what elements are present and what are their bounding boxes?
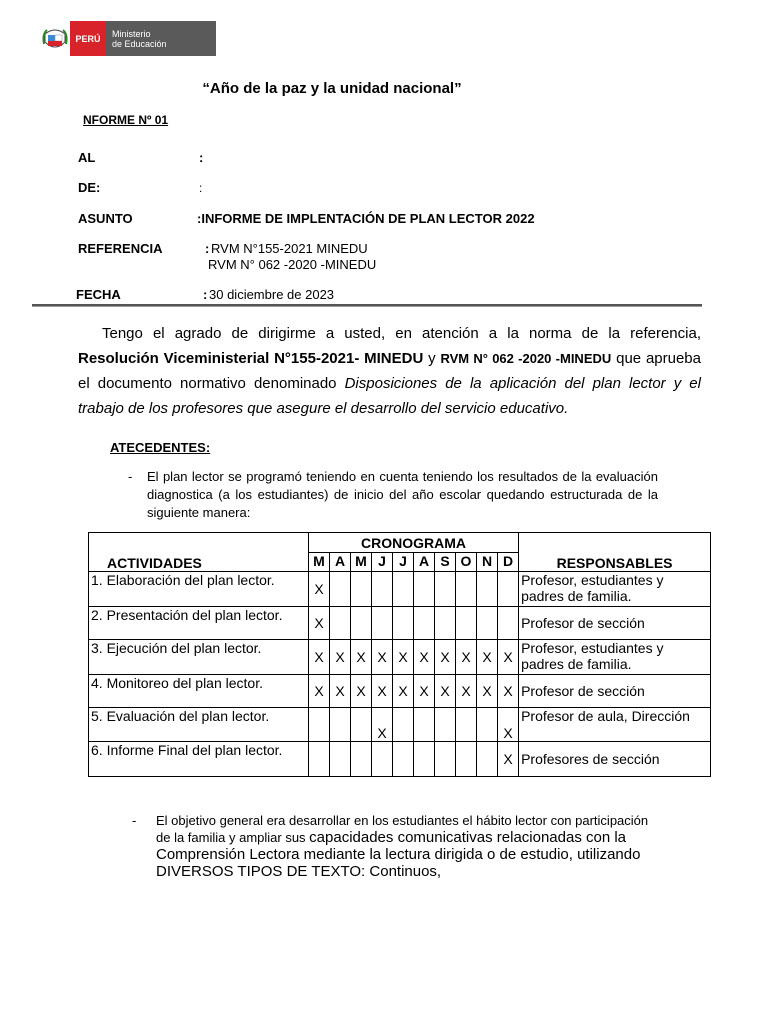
schedule-mark bbox=[330, 572, 351, 607]
schedule-mark bbox=[435, 572, 456, 607]
month-header: S bbox=[435, 553, 456, 572]
schedule-mark bbox=[498, 572, 519, 607]
coat-of-arms-icon bbox=[40, 21, 70, 56]
schedule-mark bbox=[414, 572, 435, 607]
responsible-cell: Profesor de sección bbox=[519, 675, 711, 708]
schedule-mark: X bbox=[309, 675, 330, 708]
logo-ministry bbox=[106, 21, 216, 56]
para-bold-2: RVM N° 062 -2020 -MINEDU bbox=[440, 351, 612, 366]
schedule-mark bbox=[456, 742, 477, 777]
schedule-mark: X bbox=[414, 675, 435, 708]
motto-text: “Año de la paz y la unidad nacional” bbox=[202, 80, 462, 97]
schedule-mark bbox=[477, 708, 498, 742]
schedule-mark: X bbox=[498, 742, 519, 777]
para-tail: que aprueba el documento normativo denominado bbox=[78, 350, 701, 392]
month-header: O bbox=[456, 553, 477, 572]
bullet-1-dash: - bbox=[128, 469, 133, 484]
bullet-2-text-small: El objetivo general era desarrollar en los estudiantes el hábito lector con participación de la familia y ampliar sus bbox=[156, 813, 649, 845]
table-row bbox=[89, 572, 711, 607]
schedule-mark bbox=[435, 742, 456, 777]
responsible-cell: Profesor, estudiantes y padres de familia. bbox=[519, 572, 711, 607]
schedule-mark bbox=[372, 742, 393, 777]
schedule-mark bbox=[351, 607, 372, 640]
month-header: N bbox=[477, 553, 498, 572]
schedule-mark: X bbox=[498, 708, 519, 742]
schedule-mark: X bbox=[498, 675, 519, 708]
header-responsables: RESPONSABLES bbox=[519, 533, 711, 572]
de-colon: : bbox=[199, 181, 203, 195]
referencia-label: REFERENCIA bbox=[78, 241, 163, 256]
schedule-mark bbox=[435, 708, 456, 742]
schedule-mark bbox=[309, 708, 330, 742]
activity-cell: 2. Presentación del plan lector. bbox=[89, 607, 309, 640]
al-label: AL bbox=[78, 150, 96, 165]
antecedentes-title: ATECEDENTES: bbox=[110, 440, 211, 455]
header-actividades: ACTIVIDADES bbox=[89, 533, 309, 572]
table-row bbox=[89, 607, 711, 640]
activity-cell: 1. Elaboración del plan lector. bbox=[89, 572, 309, 607]
asunto-label: ASUNTO bbox=[78, 211, 133, 226]
schedule-mark: X bbox=[351, 640, 372, 675]
schedule-mark bbox=[435, 607, 456, 640]
schedule-mark bbox=[456, 572, 477, 607]
table-row bbox=[89, 640, 711, 675]
schedule-mark: X bbox=[330, 675, 351, 708]
schedule-mark: X bbox=[372, 708, 393, 742]
bullet-2-dash: - bbox=[132, 813, 137, 828]
schedule-mark: X bbox=[309, 572, 330, 607]
schedule-mark: X bbox=[435, 640, 456, 675]
activity-cell: 4. Monitoreo del plan lector. bbox=[89, 675, 309, 708]
schedule-mark bbox=[393, 607, 414, 640]
bullet-1-text: El plan lector se programó teniendo en cuenta teniendo los resultados de la evaluación diagnostica (a los estudiantes) de inicio del año escolar quedando estructurada de la siguiente manera: bbox=[147, 469, 658, 520]
schedule-mark bbox=[309, 742, 330, 777]
schedule-mark bbox=[414, 742, 435, 777]
informe-number: NFORME Nº 01 bbox=[83, 113, 169, 127]
schedule-mark bbox=[393, 708, 414, 742]
schedule-mark: X bbox=[393, 675, 414, 708]
table-row bbox=[89, 708, 711, 742]
schedule-mark bbox=[330, 607, 351, 640]
schedule-mark bbox=[372, 607, 393, 640]
referencia-colon: : bbox=[205, 241, 210, 256]
activity-cell: 5. Evaluación del plan lector. bbox=[89, 708, 309, 742]
motto bbox=[0, 80, 768, 97]
month-header: J bbox=[393, 553, 414, 572]
logo-ministry-line1: Ministerio bbox=[112, 28, 151, 39]
responsible-cell: Profesor, estudiantes y padres de familia. bbox=[519, 640, 711, 675]
month-header: M bbox=[309, 553, 330, 572]
schedule-mark: X bbox=[330, 640, 351, 675]
al-colon: : bbox=[199, 150, 204, 165]
schedule-mark: X bbox=[309, 607, 330, 640]
schedule-mark bbox=[372, 572, 393, 607]
schedule-mark bbox=[393, 742, 414, 777]
de-label: DE: bbox=[78, 180, 101, 195]
schedule-table bbox=[88, 532, 711, 777]
schedule-mark: X bbox=[477, 675, 498, 708]
schedule-mark bbox=[456, 708, 477, 742]
schedule-mark bbox=[477, 607, 498, 640]
schedule-mark: X bbox=[477, 640, 498, 675]
schedule-mark: X bbox=[435, 675, 456, 708]
month-header: J bbox=[372, 553, 393, 572]
schedule-mark bbox=[330, 708, 351, 742]
schedule-mark bbox=[330, 742, 351, 777]
activity-cell: 3. Ejecución del plan lector. bbox=[89, 640, 309, 675]
schedule-mark bbox=[477, 572, 498, 607]
schedule-mark: X bbox=[456, 640, 477, 675]
schedule-mark bbox=[414, 708, 435, 742]
schedule-mark bbox=[477, 742, 498, 777]
schedule-mark: X bbox=[456, 675, 477, 708]
logo-country: PERÚ bbox=[70, 21, 106, 56]
schedule-mark: X bbox=[309, 640, 330, 675]
month-header: D bbox=[498, 553, 519, 572]
para-y: y bbox=[423, 350, 441, 367]
schedule-mark: X bbox=[372, 675, 393, 708]
schedule-mark: X bbox=[393, 640, 414, 675]
schedule-mark bbox=[414, 607, 435, 640]
logo-ministry-line2: de Educación bbox=[112, 38, 167, 49]
fecha-colon: : bbox=[203, 287, 208, 302]
schedule-mark bbox=[351, 708, 372, 742]
schedule-mark bbox=[393, 572, 414, 607]
schedule-mark: X bbox=[351, 675, 372, 708]
responsible-cell: Profesores de sección bbox=[519, 742, 711, 777]
schedule-mark: X bbox=[498, 640, 519, 675]
schedule-mark bbox=[351, 572, 372, 607]
fecha-value: 30 diciembre de 2023 bbox=[209, 287, 335, 302]
activity-cell: 6. Informe Final del plan lector. bbox=[89, 742, 309, 777]
table-row bbox=[89, 742, 711, 777]
bullet-1 bbox=[128, 468, 658, 522]
schedule-mark: X bbox=[414, 640, 435, 675]
responsible-cell: Profesor de aula, Dirección bbox=[519, 708, 711, 742]
month-header: A bbox=[330, 553, 351, 572]
bullet-2-text-large: capacidades comunicativas relacionadas con la Comprensión Lectora mediante la lectura dirigida o de estudio, utilizando DIVERSOS TIPOS DE TEXTO: Continuos, bbox=[156, 829, 641, 880]
responsible-cell: Profesor de sección bbox=[519, 607, 711, 640]
bullet-2 bbox=[132, 812, 658, 880]
month-header: M bbox=[351, 553, 372, 572]
schedule-mark: X bbox=[372, 640, 393, 675]
table-row bbox=[89, 675, 711, 708]
month-header: A bbox=[414, 553, 435, 572]
asunto-value: :INFORME DE IMPLENTACIÓN DE PLAN LECTOR 2022 bbox=[197, 211, 535, 226]
header-divider bbox=[32, 304, 702, 307]
referencia-value-1: RVM N°155-2021 MINEDU bbox=[211, 241, 368, 256]
schedule-mark bbox=[498, 607, 519, 640]
header-cronograma: CRONOGRAMA bbox=[309, 533, 519, 553]
fecha-label: FECHA bbox=[76, 287, 121, 302]
para-text-1: Tengo el agrado de dirigirme a usted, en atención a la norma de la referencia, bbox=[102, 325, 701, 342]
schedule-mark bbox=[351, 742, 372, 777]
para-bold-1: Resolución Viceministerial N°155-2021- MINEDU bbox=[78, 350, 424, 367]
ministry-logo bbox=[40, 21, 216, 56]
schedule-mark bbox=[456, 607, 477, 640]
intro-paragraph bbox=[78, 321, 701, 421]
referencia-value-2: RVM N° 062 -2020 -MINEDU bbox=[208, 257, 377, 272]
para-italic: Disposiciones de la aplicación del plan lector y el trabajo de los profesores que asegure el desarrollo del servicio educativo. bbox=[78, 375, 701, 417]
